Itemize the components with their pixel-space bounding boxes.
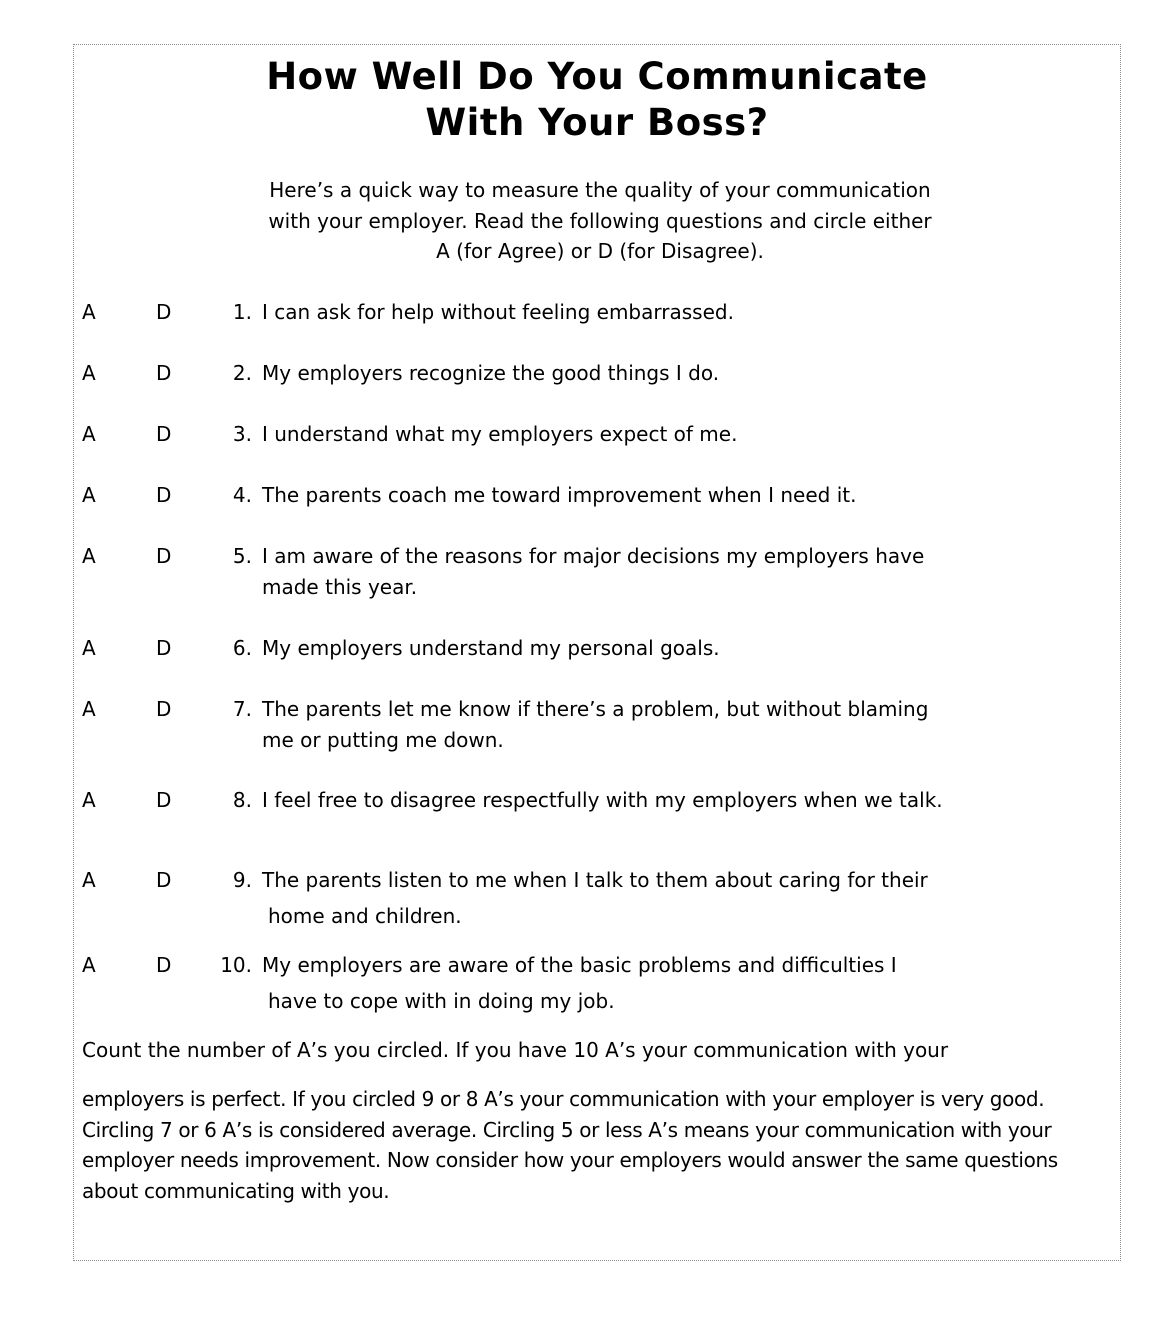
disagree-option[interactable]: D xyxy=(156,953,172,977)
question-number: 8. xyxy=(232,788,252,812)
question-text-line-2: home and children. xyxy=(268,903,462,928)
disagree-option[interactable]: D xyxy=(156,868,172,892)
question-text-line-1: I feel free to disagree respectfully with my employers when we talk. xyxy=(262,788,943,812)
scoring-instructions xyxy=(82,1084,1117,1206)
question-text xyxy=(262,480,982,511)
disagree-option[interactable]: D xyxy=(156,697,172,721)
question-text-line-2: me or putting me down. xyxy=(262,727,504,752)
question-text-line-1: I am aware of the reasons for major decisions my employers have xyxy=(262,544,925,568)
question-number: 4. xyxy=(232,483,252,507)
disagree-option[interactable]: D xyxy=(156,788,172,812)
question-text-line-2: have to cope with in doing my job. xyxy=(268,988,615,1013)
title-line-2: With Your Boss? xyxy=(425,101,769,144)
question-text xyxy=(262,950,982,1016)
question-text-line-2: made this year. xyxy=(262,574,418,599)
question-text-line-1: I can ask for help without feeling embarrassed. xyxy=(262,300,734,324)
intro-line-3: A (for Agree) or D (for Disagree). xyxy=(436,239,764,263)
agree-option[interactable]: A xyxy=(82,483,96,507)
disagree-option[interactable]: D xyxy=(156,544,172,568)
question-text xyxy=(262,541,982,602)
agree-option[interactable]: A xyxy=(82,544,96,568)
question-text xyxy=(262,419,982,450)
question-text-line-1: The parents let me know if there’s a problem, but without blaming xyxy=(262,697,929,721)
question-text-line-1: The parents listen to me when I talk to them about caring for their xyxy=(262,868,928,892)
question-number: 7. xyxy=(232,697,252,721)
question-number: 2. xyxy=(232,361,252,385)
summary-line-4: employer needs improvement. Now consider how your employers would answer the same questions xyxy=(82,1148,1058,1172)
question-text xyxy=(262,633,982,664)
agree-option[interactable]: A xyxy=(82,697,96,721)
question-number: 9. xyxy=(232,868,252,892)
agree-option[interactable]: A xyxy=(82,361,96,385)
question-text-line-1: My employers understand my personal goals. xyxy=(262,636,720,660)
question-text xyxy=(262,865,982,931)
question-number: 10. xyxy=(220,953,252,977)
question-text-line-1: The parents coach me toward improvement when I need it. xyxy=(262,483,857,507)
question-number: 3. xyxy=(232,422,252,446)
agree-option[interactable]: A xyxy=(82,788,96,812)
question-text xyxy=(262,694,982,755)
intro-line-2: with your employer. Read the following questions and circle either xyxy=(268,208,932,233)
disagree-option[interactable]: D xyxy=(156,361,172,385)
agree-option[interactable]: A xyxy=(82,953,96,977)
question-text xyxy=(262,297,982,328)
question-text xyxy=(262,358,982,389)
question-text-line-1: My employers are aware of the basic problems and difficulties I xyxy=(262,953,897,977)
question-number: 5. xyxy=(232,544,252,568)
disagree-option[interactable]: D xyxy=(156,483,172,507)
intro-paragraph xyxy=(180,175,1020,267)
scoring-instructions-intro xyxy=(82,1035,1117,1066)
question-number: 1. xyxy=(232,300,252,324)
question-text-line-1: My employers recognize the good things I do. xyxy=(262,361,720,385)
agree-option[interactable]: A xyxy=(82,300,96,324)
summary-line-3: Circling 7 or 6 A’s is considered average. Circling 5 or less A’s means your communication with your xyxy=(82,1117,1052,1142)
question-number: 6. xyxy=(232,636,252,660)
summary-line-2: employers is perfect. If you circled 9 or 8 A’s your communication with your employer is very good. xyxy=(82,1087,1045,1111)
intro-line-1: Here’s a quick way to measure the quality of your communication xyxy=(269,178,931,202)
question-text xyxy=(262,785,982,816)
disagree-option[interactable]: D xyxy=(156,636,172,660)
disagree-option[interactable]: D xyxy=(156,422,172,446)
summary-line-5: about communicating with you. xyxy=(82,1178,390,1203)
page-title xyxy=(73,54,1121,146)
disagree-option[interactable]: D xyxy=(156,300,172,324)
title-line-1: How Well Do You Communicate xyxy=(266,55,928,98)
agree-option[interactable]: A xyxy=(82,636,96,660)
summary-line-1: Count the number of A’s you circled. If you have 10 A’s your communication with your xyxy=(82,1038,949,1062)
agree-option[interactable]: A xyxy=(82,422,96,446)
agree-option[interactable]: A xyxy=(82,868,96,892)
question-text-line-1: I understand what my employers expect of me. xyxy=(262,422,738,446)
